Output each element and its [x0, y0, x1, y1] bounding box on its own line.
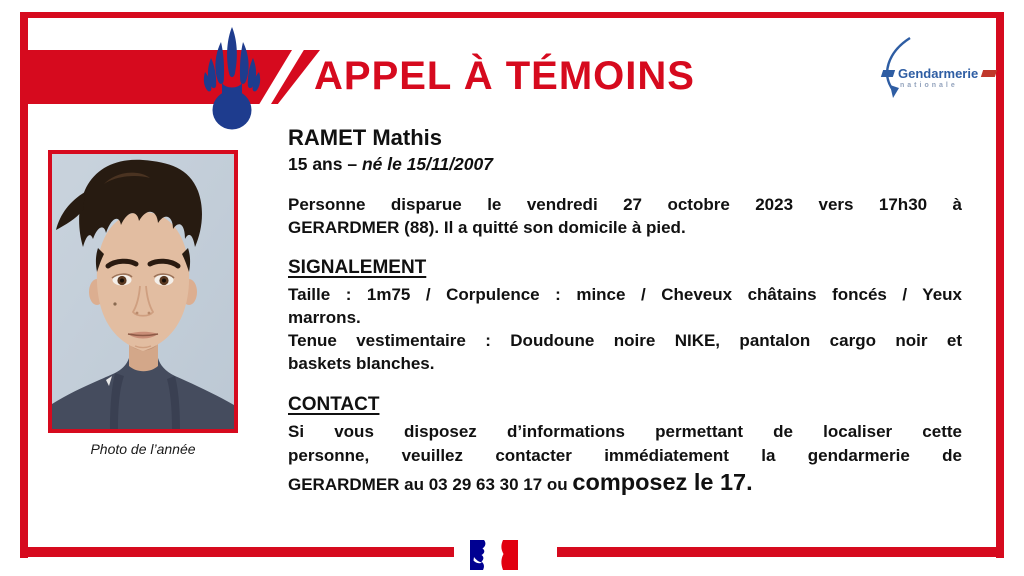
person-age-line [288, 154, 962, 175]
contact-line: personne, veuillez contacter immédiatement la gendarmerie de [288, 446, 962, 465]
gendarmerie-grenade-icon [203, 26, 261, 130]
signalement-heading: SIGNALEMENT [288, 257, 427, 278]
gendarmerie-blue-chip-icon [881, 70, 895, 77]
person-name: RAMET Mathis [288, 125, 442, 150]
gendarmerie-nationale-logo [866, 36, 990, 102]
signalement-line: baskets blanches. [288, 354, 435, 373]
gendarmerie-logo-name: Gendarmerie [898, 66, 979, 81]
signalement-line: Taille : 1m75 / Corpulence : mince / Cheveux châtains foncés / Yeux [288, 285, 962, 304]
marianne-icon [461, 540, 527, 570]
disappearance-paragraph [288, 193, 962, 239]
portrait-illustration [52, 154, 234, 429]
frame-top-border [20, 12, 1004, 18]
frame-right-border [996, 12, 1004, 558]
signalement-paragraph [288, 283, 962, 375]
contact-line: Si vous disposez d’informations permettant de localiser cette [288, 422, 962, 441]
signalement-line: Tenue vestimentaire : Doudoune noire NIKE, pantalon cargo noir et [288, 331, 962, 350]
contact-emergency-number: composez le 17. [572, 469, 753, 495]
person-age: 15 ans – [288, 154, 362, 174]
photo-caption: Photo de l’année [90, 441, 196, 457]
signalement-line: marrons. [288, 308, 361, 327]
contact-phone-text: GERARDMER au 03 29 63 30 17 ou [288, 475, 573, 494]
gendarmerie-logo-subname: nationale [900, 82, 958, 89]
contact-heading: CONTACT [288, 394, 380, 415]
contact-paragraph [288, 420, 962, 499]
missing-person-photo [48, 150, 238, 433]
poster-title: APPEL À TÉMOINS [314, 54, 695, 98]
frame-bottom-bar-right [557, 547, 1004, 557]
disappearance-line: Personne disparue le vendredi 27 octobre 2023 vers 17h30 à [288, 195, 962, 214]
french-republic-logo [461, 540, 527, 570]
disappearance-line: GERARDMER (88). Il a quitté son domicile à pied. [288, 218, 686, 237]
frame-bottom-bar-left [20, 547, 454, 557]
person-birthdate: né le 15/11/2007 [361, 154, 493, 174]
gendarmerie-red-chip-icon [981, 70, 997, 77]
contact-line-phone [288, 468, 962, 499]
